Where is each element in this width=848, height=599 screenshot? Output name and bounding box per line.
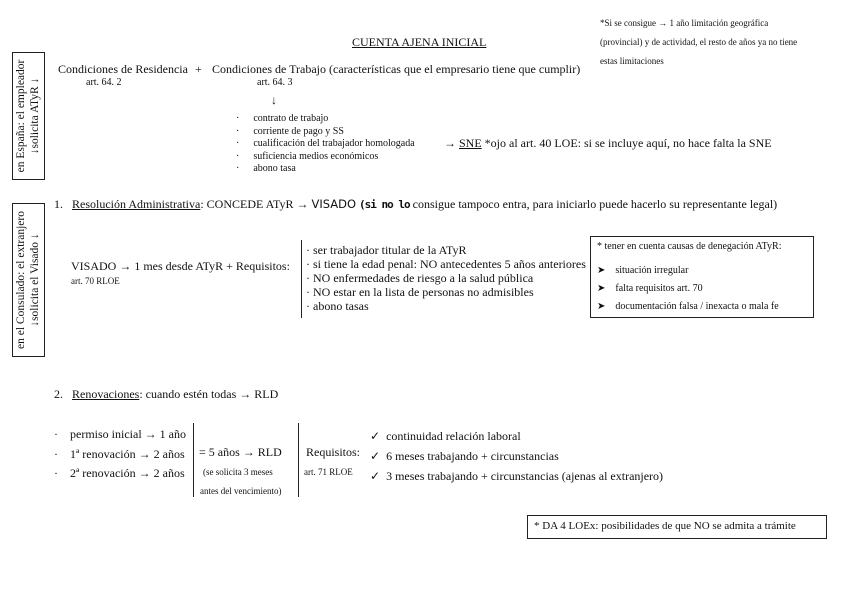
check-icon: ✓ <box>370 449 381 463</box>
resolution-label: Resolución Administrativa <box>72 197 201 211</box>
denial-item: falta requisitos art. 70 <box>615 283 703 294</box>
visa-article: art. 70 RLOE <box>71 276 120 286</box>
top-note-line: (provincial) y de actividad, el resto de años ya no tiene <box>600 37 798 47</box>
consulate-side-label <box>14 206 42 354</box>
sne-note <box>444 136 772 151</box>
work-items-list <box>236 113 415 176</box>
residence-article: art. 64. 2 <box>86 77 122 88</box>
consulate-side-box <box>12 203 45 357</box>
list-item <box>370 466 663 486</box>
plus-sign: + <box>194 62 202 76</box>
list-item: · NO estar en la lista de personas no admisibles <box>306 285 534 299</box>
list-item <box>597 280 779 298</box>
list-item <box>236 126 415 139</box>
list-item: · ser trabajador titular de la ATyR <box>306 243 467 257</box>
spain-side-box <box>12 52 45 180</box>
work-item-label: abono tasa <box>253 163 296 175</box>
list-item <box>236 113 415 126</box>
renewals-text: : cuando estén todas → RLD <box>139 387 279 401</box>
list-item <box>370 426 663 446</box>
renewal-total: = 5 años → RLD <box>199 445 282 459</box>
renewal-total-note: (se solicita 3 meses <box>203 467 273 477</box>
work-item-label: suficiencia medios económicos <box>253 150 379 162</box>
spain-side-line: ↓solicita ATyR ↓ <box>29 77 41 155</box>
consulate-side-line: en el Consulado: el extranjero <box>15 211 27 349</box>
si-no-lo: (si no lo <box>359 198 410 211</box>
list-item <box>597 298 779 316</box>
work-article: art. 64. 3 <box>257 77 293 88</box>
bullet: · <box>54 446 58 461</box>
consulate-side-line: ↓solicita el Visado ↓ <box>29 233 41 327</box>
list-item <box>54 464 186 484</box>
renewals-label: Renovaciones <box>72 387 140 401</box>
right-arrow: → <box>444 136 456 150</box>
requisite-label: 3 meses trabajando + circunstancias (ajenas al extranjero) <box>386 469 664 483</box>
denial-item: documentación falsa / inexacta o mala fe <box>615 301 779 312</box>
spain-side-line: en España: el empleador <box>15 59 27 173</box>
bullet: · <box>54 466 58 480</box>
visa-label: VISADO → 1 mes desde ATyR + Requisitos: <box>71 259 290 273</box>
sne-note-text: *ojo al art. 40 LOE: si se incluye aquí, no hace falta la SNE <box>484 136 772 150</box>
work-item-label: corriente de pago y SS <box>253 125 344 137</box>
work-item-label: cualificación del trabajador homologada <box>253 138 415 150</box>
bullet: · <box>236 125 240 137</box>
arrow-bullet-icon: ➤ <box>597 265 606 276</box>
top-note-line: *Si se consigue → 1 año limitación geográfica <box>600 18 769 28</box>
denial-item: situación irregular <box>615 265 689 276</box>
renewals-line <box>54 387 278 402</box>
renewal-total-note: antes del vencimiento) <box>200 486 282 496</box>
page-title: CUENTA AJENA INICIAL <box>352 35 487 49</box>
check-icon: ✓ <box>370 429 381 443</box>
residence-label: Condiciones de Residencia <box>58 62 188 76</box>
check-icon: ✓ <box>370 469 381 483</box>
list-item <box>236 163 415 176</box>
da4-box <box>527 515 827 539</box>
list-item: · si tiene la edad penal: NO antecedentes 5 años anteriores <box>306 257 586 271</box>
period-label: permiso inicial → 1 año <box>70 427 186 441</box>
divider <box>301 240 302 318</box>
resolution-text: : CONCEDE ATyR → <box>200 197 312 211</box>
top-note-line: estas limitaciones <box>600 56 664 66</box>
section-number: 2. <box>54 387 63 401</box>
requisites-label: Requisitos: <box>306 445 361 459</box>
spain-side-label <box>14 55 42 177</box>
work-conditions: Condiciones de Trabajo (características que el empresario tiene que cumplir) <box>212 62 581 76</box>
renewal-requisites <box>370 426 663 486</box>
bullet: · <box>54 427 58 441</box>
bullet: · <box>236 163 240 175</box>
residence-conditions <box>58 62 202 77</box>
renewal-periods <box>54 425 186 484</box>
visa-requirements <box>306 243 586 313</box>
list-item: · NO enfermedades de riesgo a la salud pública <box>306 271 534 285</box>
list-item <box>370 446 663 466</box>
denial-box <box>590 236 814 318</box>
list-item <box>597 262 779 280</box>
section-number: 1. <box>54 197 63 211</box>
divider <box>298 423 299 497</box>
requisite-label: 6 meses trabajando + circunstancias <box>386 449 559 463</box>
denial-box-title: * tener en cuenta causas de denegación ATyR: <box>597 241 782 252</box>
denial-list <box>597 262 779 316</box>
bullet: · <box>236 138 240 150</box>
list-item <box>236 151 415 164</box>
visado-label: VISADO <box>311 197 357 211</box>
list-item <box>54 445 186 465</box>
divider <box>193 423 194 497</box>
down-arrow: ↓ <box>271 93 277 107</box>
top-note <box>600 14 797 71</box>
bullet: · <box>236 113 240 124</box>
sne-label: SNE <box>459 136 482 150</box>
arrow-bullet-icon: ➤ <box>597 301 606 312</box>
requisites-article: art. 71 RLOE <box>304 467 353 477</box>
list-item: · abono tasas <box>306 299 369 313</box>
resolution-text-b: consigue tampoco entra, para iniciarlo puede hacerlo su representante legal) <box>409 197 778 211</box>
period-label: 2ª renovación → 2 años <box>70 466 185 480</box>
period-label: 1ª renovación → 2 años <box>70 446 185 461</box>
work-item-label: contrato de trabajo <box>253 113 329 124</box>
arrow-bullet-icon: ➤ <box>597 283 606 294</box>
da4-note: * DA 4 LOEx: posibilidades de que NO se admita a trámite <box>534 520 796 532</box>
list-item <box>54 425 186 445</box>
bullet: · <box>236 150 240 162</box>
requisite-label: continuidad relación laboral <box>386 429 521 443</box>
list-item <box>236 138 415 151</box>
resolution-line <box>54 197 777 212</box>
